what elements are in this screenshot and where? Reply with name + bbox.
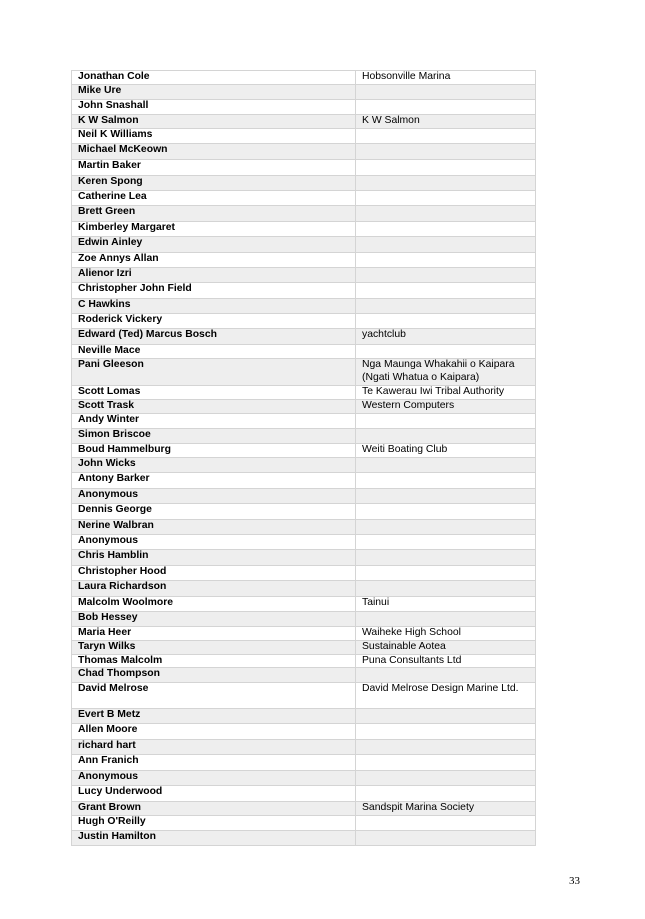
submitter-name: Christopher Hood [72,566,356,581]
submitter-name: Roderick Vickery [72,314,356,329]
table-row [72,191,536,206]
table-row [72,345,536,359]
submitter-organisation [356,612,536,627]
submitter-organisation [356,160,536,176]
table-row [72,283,536,299]
submitter-name: Simon Briscoe [72,429,356,444]
submitter-organisation [356,550,536,566]
submitter-organisation [356,268,536,283]
table-row [72,414,536,429]
submitter-organisation [356,566,536,581]
table-row [72,144,536,160]
submitter-name: Zoe Annys Allan [72,253,356,268]
table-row [72,627,536,641]
submitter-organisation [356,740,536,755]
table-row [72,71,536,85]
table-row [72,771,536,786]
submitter-name: Catherine Lea [72,191,356,206]
submitter-organisation [356,473,536,489]
table-row [72,314,536,329]
submitter-name: Martin Baker [72,160,356,176]
submitter-name: Andy Winter [72,414,356,429]
table-row [72,129,536,144]
submitter-name: Alienor Izri [72,268,356,283]
submitter-organisation [356,831,536,846]
submitter-organisation: K W Salmon [356,115,536,129]
submitter-organisation [356,520,536,535]
table-row [72,489,536,504]
submitter-organisation: Sandspit Marina Society [356,802,536,816]
table-row [72,100,536,115]
submitter-organisation [356,176,536,191]
submitter-name: Neville Mace [72,345,356,359]
submitter-name: Nerine Walbran [72,520,356,535]
table-row [72,641,536,655]
table-row [72,206,536,222]
submitter-name: Anonymous [72,489,356,504]
table-row [72,176,536,191]
table-row [72,329,536,345]
table-row [72,299,536,314]
submitter-name: Antony Barker [72,473,356,489]
submitter-name: Dennis George [72,504,356,520]
table-row [72,359,536,386]
table-row [72,473,536,489]
table-row [72,668,536,683]
submitter-name: Anonymous [72,535,356,550]
submitter-name: Mike Ure [72,85,356,100]
submitter-organisation [356,816,536,831]
table-row [72,654,536,668]
submitter-organisation [356,414,536,429]
table-row [72,386,536,400]
table-row [72,520,536,535]
submitter-organisation [356,253,536,268]
submitter-organisation [356,222,536,237]
table-row [72,535,536,550]
submitter-organisation [356,429,536,444]
submitter-organisation [356,786,536,802]
table-row [72,802,536,816]
table-row [72,268,536,283]
submitter-name: David Melrose [72,683,356,709]
table-row [72,816,536,831]
submitter-name: Ann Franich [72,755,356,771]
submitter-organisation [356,299,536,314]
submitter-name: Neil K Williams [72,129,356,144]
submitter-organisation [356,755,536,771]
submitter-name: Michael McKeown [72,144,356,160]
submitter-name: Lucy Underwood [72,786,356,802]
table-row [72,115,536,129]
submitter-name: Keren Spong [72,176,356,191]
submitter-organisation [356,129,536,144]
submitter-organisation [356,283,536,299]
submitter-name: Allen Moore [72,724,356,740]
submitter-name: Thomas Malcolm [72,654,356,668]
table-row [72,458,536,473]
submitter-name: Malcolm Woolmore [72,597,356,612]
table-row [72,504,536,520]
submitter-name: Boud Hammelburg [72,444,356,458]
submitter-organisation: Western Computers [356,400,536,414]
submitter-name: Justin Hamilton [72,831,356,846]
submitter-organisation [356,144,536,160]
submitter-organisation: Hobsonville Marina [356,71,536,85]
table-row [72,566,536,581]
submitter-organisation [356,771,536,786]
submitter-organisation [356,504,536,520]
submitter-organisation: Nga Maunga Whakahii o Kaipara (Ngati Whatua o Kaipara) [356,359,536,386]
submitter-name: John Snashall [72,100,356,115]
table-row [72,237,536,253]
submitter-organisation: Sustainable Aotea [356,641,536,655]
table-row [72,444,536,458]
submitter-name: Scott Lomas [72,386,356,400]
submitter-organisation [356,489,536,504]
submitter-name: Bob Hessey [72,612,356,627]
submitter-organisation: Weiti Boating Club [356,444,536,458]
submitter-organisation [356,458,536,473]
submitter-name: Edwin Ainley [72,237,356,253]
submitter-organisation: Tainui [356,597,536,612]
submitter-organisation: Puna Consultants Ltd [356,654,536,668]
submitter-name: Maria Heer [72,627,356,641]
table-row [72,740,536,755]
table-row [72,709,536,724]
submitters-table-body [72,71,536,846]
table-row [72,400,536,414]
table-row [72,683,536,709]
submitter-name: Scott Trask [72,400,356,414]
submitter-organisation [356,314,536,329]
table-row [72,429,536,444]
submitter-name: K W Salmon [72,115,356,129]
submitter-organisation [356,100,536,115]
submitter-organisation [356,709,536,724]
submitter-name: richard hart [72,740,356,755]
submitter-name: Anonymous [72,771,356,786]
table-row [72,550,536,566]
table-row [72,831,536,846]
table-row [72,786,536,802]
submitter-organisation [356,345,536,359]
table-row [72,253,536,268]
table-row [72,222,536,237]
submitter-organisation [356,581,536,597]
table-row [72,755,536,771]
submitter-organisation [356,237,536,253]
table-row [72,597,536,612]
submitter-name: Kimberley Margaret [72,222,356,237]
table-row [72,612,536,627]
table-row [72,724,536,740]
submitter-organisation [356,535,536,550]
page-number: 33 [569,875,580,887]
submitter-name: Taryn Wilks [72,641,356,655]
submitters-table [71,70,536,846]
submitter-organisation: yachtclub [356,329,536,345]
submitter-organisation: David Melrose Design Marine Ltd. [356,683,536,709]
submitter-organisation [356,191,536,206]
submitter-organisation [356,724,536,740]
submitter-organisation [356,85,536,100]
submitter-name: C Hawkins [72,299,356,314]
submitter-name: Brett Green [72,206,356,222]
submitter-name: Pani Gleeson [72,359,356,386]
submitter-organisation [356,668,536,683]
submitter-name: Jonathan Cole [72,71,356,85]
submitter-name: Grant Brown [72,802,356,816]
submitter-name: Chad Thompson [72,668,356,683]
table-row [72,85,536,100]
submitter-organisation: Waiheke High School [356,627,536,641]
table-row [72,160,536,176]
submitter-organisation: Te Kawerau Iwi Tribal Authority [356,386,536,400]
submitter-name: Chris Hamblin [72,550,356,566]
table-row [72,581,536,597]
submitter-name: Hugh O'Reilly [72,816,356,831]
submitter-name: Laura Richardson [72,581,356,597]
submitter-name: Edward (Ted) Marcus Bosch [72,329,356,345]
submitter-organisation [356,206,536,222]
submitter-name: Christopher John Field [72,283,356,299]
submitter-name: John Wicks [72,458,356,473]
submitter-name: Evert B Metz [72,709,356,724]
